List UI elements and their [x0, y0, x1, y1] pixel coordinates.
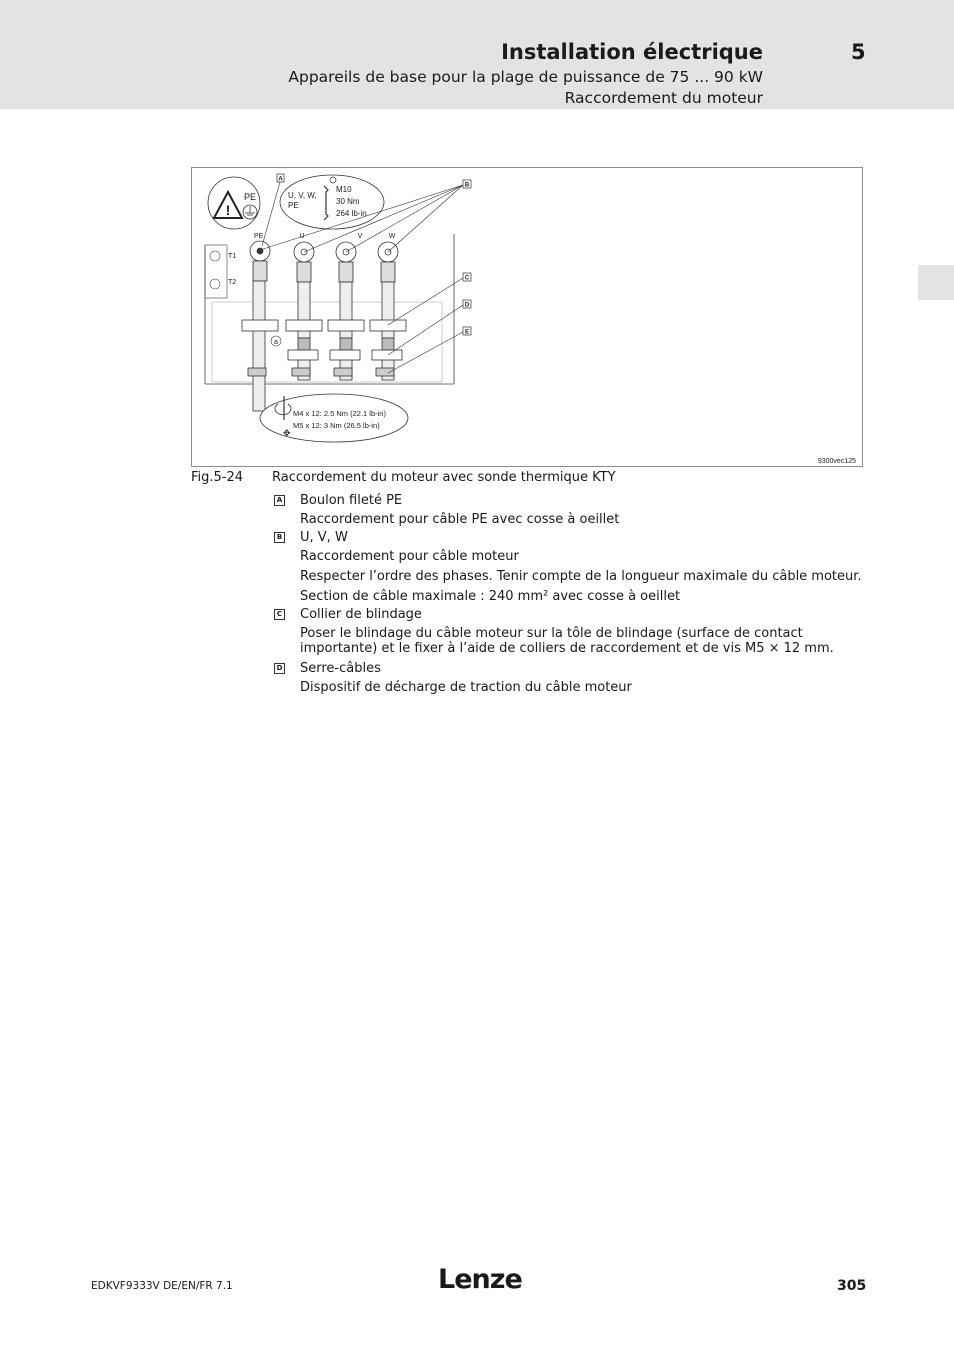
screw-m4-torque: M4 x 12: 2.5 Nm (22.1 lb-in)	[293, 409, 386, 418]
image-code: 9300vec125	[817, 458, 856, 465]
conductor-list: U, V, W,	[288, 191, 317, 200]
terminal-v-label: V	[357, 233, 363, 240]
legend-item	[272, 529, 862, 546]
legend-desc: Raccordement pour câble moteur	[300, 549, 519, 564]
lenze-logo: Lenze	[438, 1264, 522, 1295]
figure-legend	[272, 492, 862, 695]
legend-title: Collier de blindage	[300, 607, 422, 622]
section-subtitle: Appareils de base pour la plage de puissance de 75 ... 90 kW	[288, 68, 763, 86]
legend-key: C	[274, 609, 285, 620]
svg-text:!: !	[225, 202, 231, 218]
page-number: 305	[837, 1278, 867, 1294]
legend-title: Boulon fileté PE	[300, 493, 403, 508]
figure-number: Fig.5-24	[191, 470, 244, 485]
legend-key: B	[274, 532, 285, 543]
t1-label: T1	[228, 253, 237, 260]
figure-caption: Raccordement du moteur avec sonde thermique KTY	[272, 470, 616, 485]
motor-connection-figure	[191, 167, 863, 467]
legend-title: U, V, W	[300, 530, 348, 545]
torque-size: M10	[336, 185, 352, 194]
legend-item	[272, 492, 862, 509]
document-code: EDKVF9333V DE/EN/FR 7.1	[91, 1280, 233, 1292]
legend-desc: Respecter l’ordre des phases. Tenir compte de la longueur maximale du câble moteur.	[300, 569, 862, 584]
page-title: Installation électrique	[501, 40, 763, 64]
wiring-diagram	[192, 168, 864, 468]
conductor-pe: PE	[288, 201, 299, 210]
wrench-icon	[324, 186, 328, 220]
terminal-u-label: U	[299, 233, 305, 240]
callout-b: B	[464, 182, 470, 189]
callout-d: D	[464, 302, 470, 309]
legend-desc: Section de câble maximale : 240 mm² avec cosse à oeillet	[300, 589, 681, 604]
chapter-number: 5	[851, 40, 866, 64]
header-band	[0, 0, 954, 109]
torque-lbin: 264 lb-in	[336, 209, 367, 218]
legend-desc: Poser le blindage du câble moteur sur la tôle de blindage (surface de contact importante) et le fixer à l’aide de colliers de raccordement et de vis M5 × 12 mm.	[300, 626, 834, 656]
legend-item	[272, 606, 862, 623]
marker-a: a	[274, 339, 278, 346]
t2-label: T2	[228, 279, 237, 286]
screw-m5-torque: M5 x 12: 3 Nm (26.5 lb-in)	[293, 421, 380, 430]
terminal-w-label: W	[388, 233, 396, 240]
legend-key: D	[274, 663, 285, 674]
legend-item	[272, 660, 862, 677]
subsection-subtitle: Raccordement du moteur	[564, 89, 763, 107]
legend-desc: Dispositif de décharge de traction du câble moteur	[300, 680, 632, 695]
legend-desc: Raccordement pour câble PE avec cosse à oeillet	[300, 512, 620, 527]
legend-title: Serre-câbles	[300, 661, 381, 676]
chapter-side-tab	[918, 265, 954, 300]
pe-warning-label: PE	[243, 192, 257, 202]
callout-e: E	[464, 329, 470, 336]
screwdriver-icon: ✥	[283, 428, 291, 438]
torque-nm: 30 Nm	[336, 197, 360, 206]
legend-key: A	[274, 495, 285, 506]
terminal-pe-label: PE	[254, 233, 264, 240]
callout-c: C	[464, 275, 470, 282]
callout-a: A	[278, 176, 283, 183]
